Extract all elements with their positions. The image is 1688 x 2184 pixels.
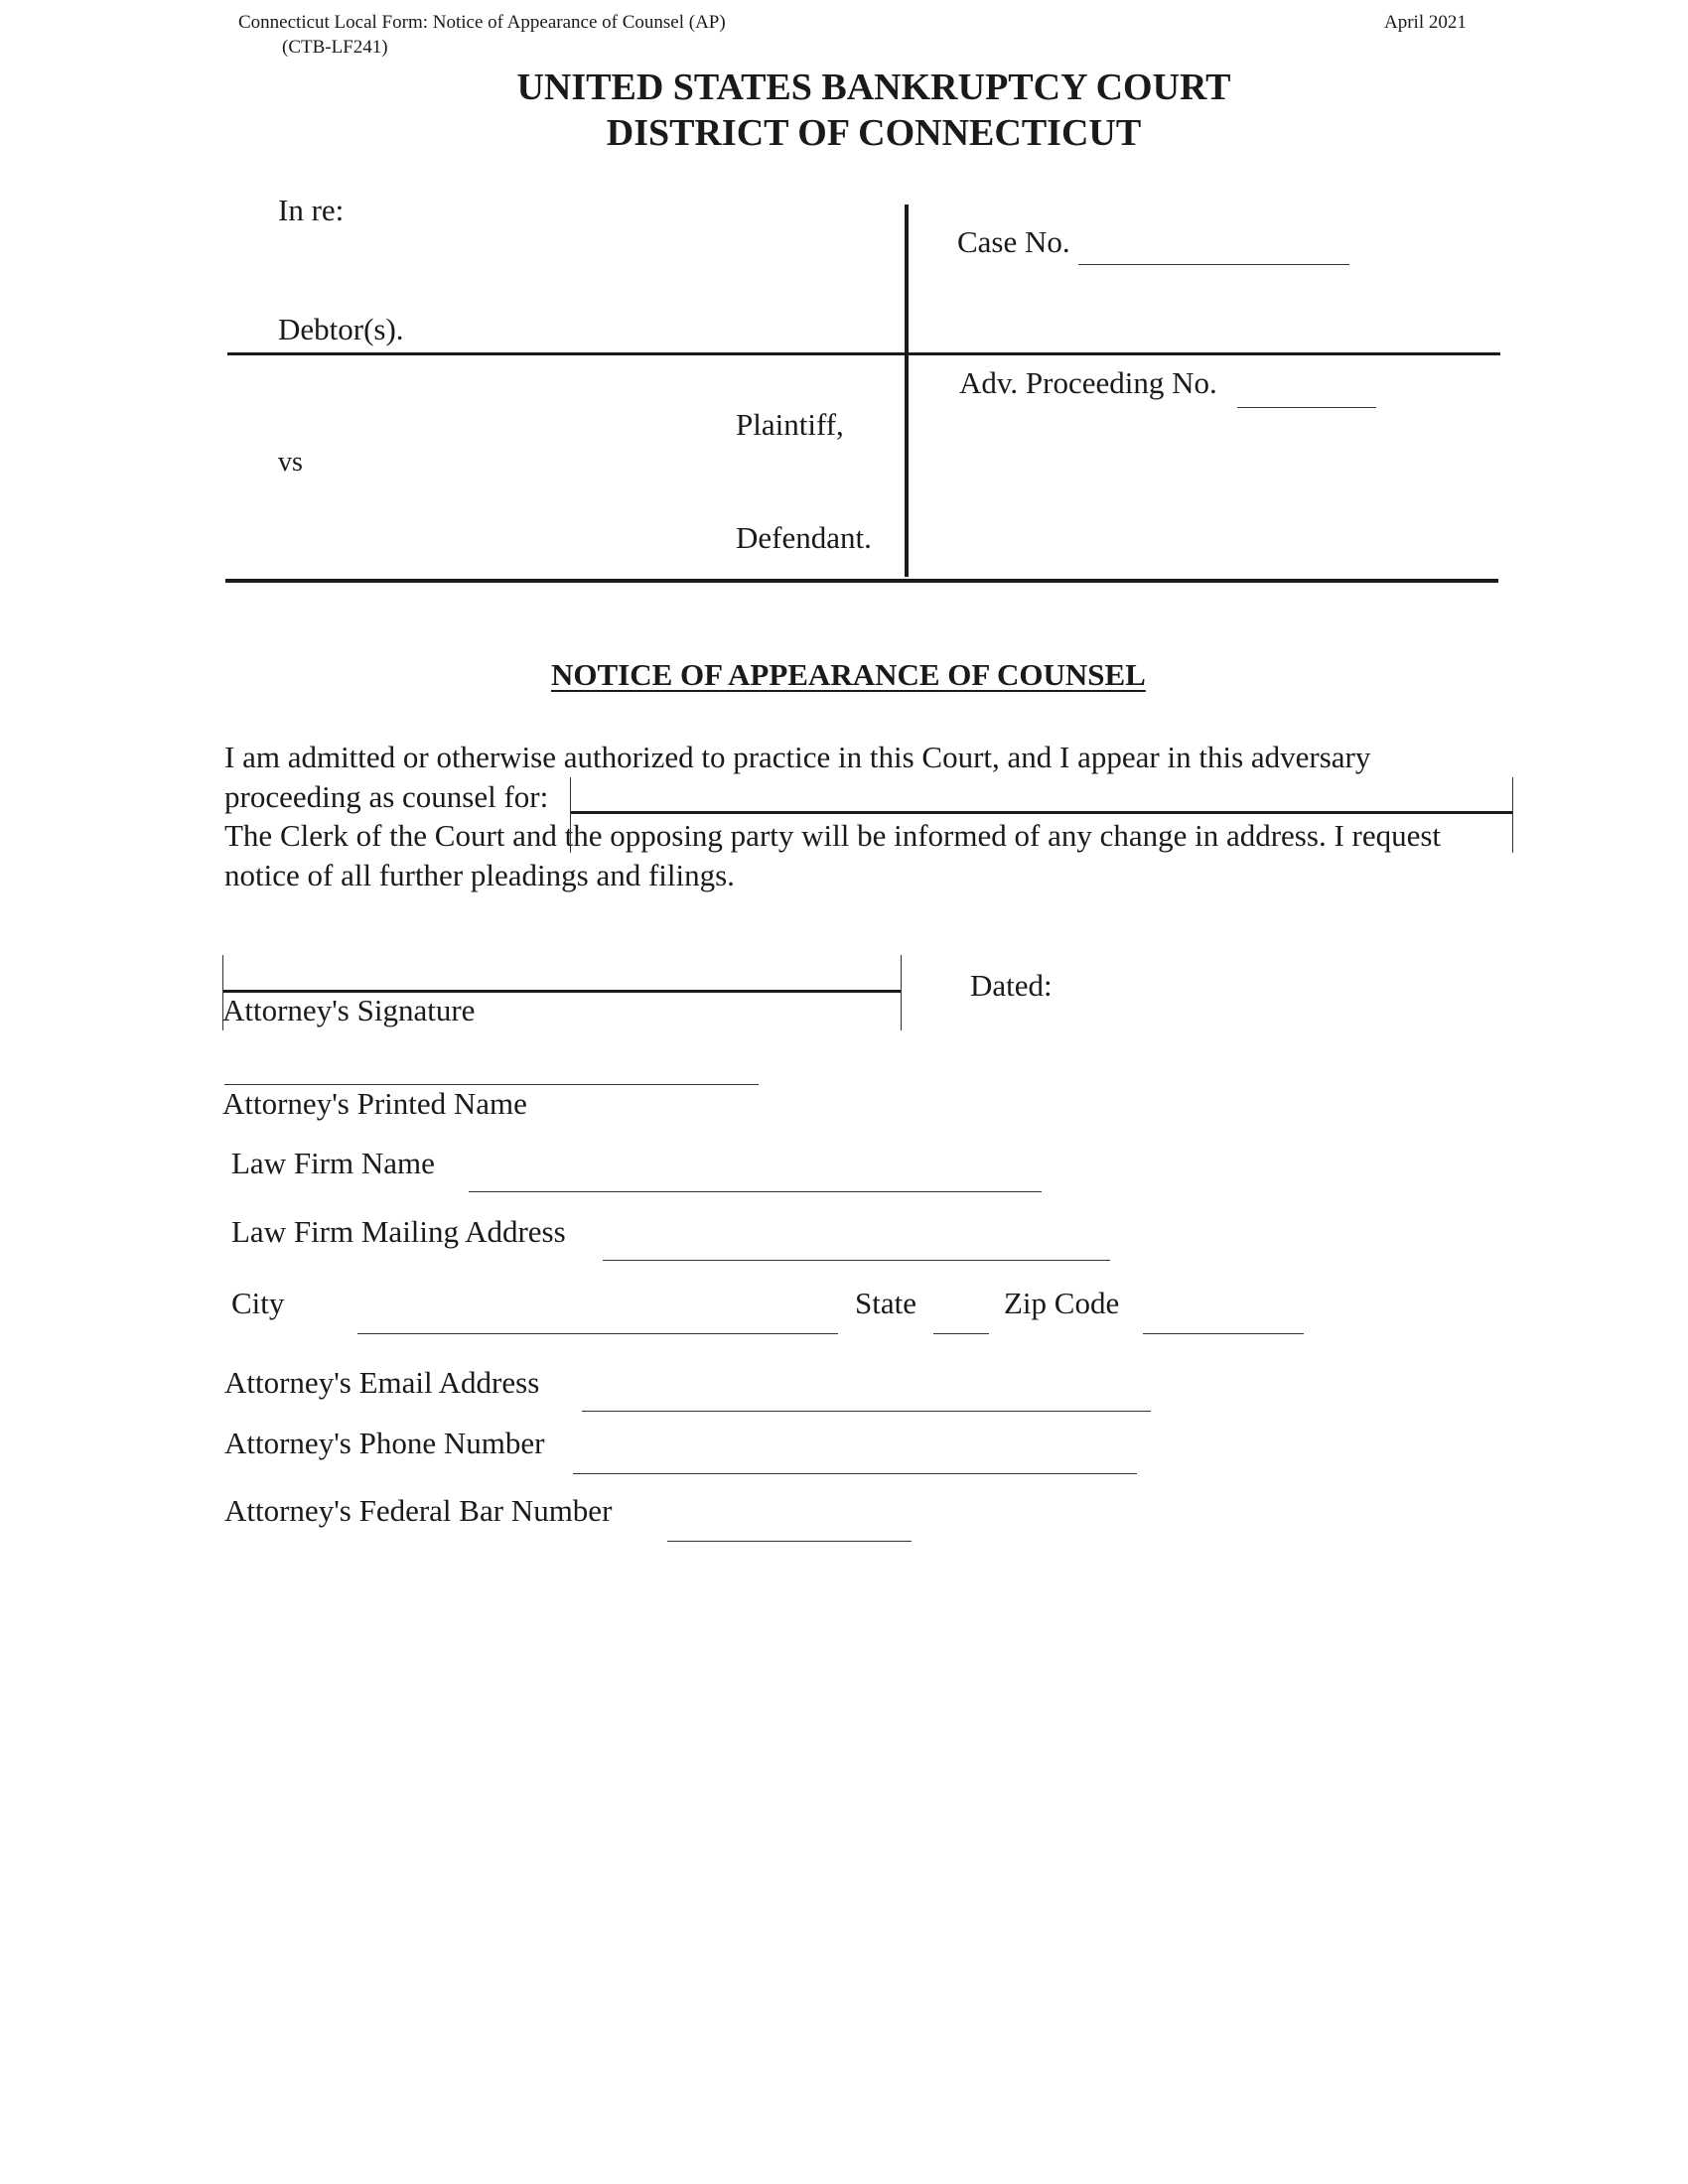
state-field[interactable] <box>933 1333 989 1334</box>
bar-number-field[interactable] <box>667 1541 912 1542</box>
in-re-label: In re: <box>278 193 345 227</box>
case-no-label: Case No. <box>957 224 1070 259</box>
caption-bottom-rule <box>225 579 1498 583</box>
notice-line-1: I am admitted or otherwise authorized to practice in this Court, and I appear in this adversary <box>224 740 1371 774</box>
bar-number-label: Attorney's Federal Bar Number <box>224 1493 613 1528</box>
signature-label: Attorney's Signature <box>222 993 476 1027</box>
zip-field[interactable] <box>1143 1333 1304 1334</box>
mailing-address-label: Law Firm Mailing Address <box>231 1214 566 1249</box>
case-no-field[interactable] <box>1078 264 1349 265</box>
printed-name-field[interactable] <box>224 1084 759 1085</box>
plaintiff-label: Plaintiff, <box>736 407 844 442</box>
phone-label: Attorney's Phone Number <box>224 1426 545 1460</box>
email-label: Attorney's Email Address <box>224 1365 540 1400</box>
zip-label: Zip Code <box>1004 1286 1120 1320</box>
notice-line-3: The Clerk of the Court and the opposing party will be informed of any change in address. I request <box>224 818 1442 853</box>
defendant-label: Defendant. <box>736 520 872 555</box>
form-date: April 2021 <box>1384 12 1467 33</box>
law-firm-label: Law Firm Name <box>231 1146 435 1180</box>
notice-heading: NOTICE OF APPEARANCE OF COUNSEL <box>551 657 1146 692</box>
court-district: DISTRICT OF CONNECTICUT <box>606 112 1142 154</box>
notice-line-4: notice of all further pleadings and filings. <box>224 858 735 892</box>
city-field[interactable] <box>357 1333 838 1334</box>
form-title: Connecticut Local Form: Notice of Appearance of Counsel (AP) <box>238 12 726 33</box>
notice-line-2: proceeding as counsel for: <box>224 779 549 814</box>
dated-label: Dated: <box>970 968 1053 1003</box>
vs-label: vs <box>278 447 303 478</box>
adv-proceeding-label: Adv. Proceeding No. <box>959 365 1217 400</box>
law-firm-field[interactable] <box>469 1191 1042 1192</box>
email-field[interactable] <box>582 1411 1151 1412</box>
form-code: (CTB-LF241) <box>282 37 388 58</box>
printed-name-label: Attorney's Printed Name <box>222 1086 527 1121</box>
phone-field[interactable] <box>573 1473 1137 1474</box>
mailing-address-field[interactable] <box>603 1260 1110 1261</box>
state-label: State <box>855 1286 916 1320</box>
adv-proceeding-field[interactable] <box>1237 407 1376 408</box>
city-label: City <box>231 1286 285 1320</box>
caption-vertical-rule <box>905 205 909 577</box>
counsel-for-field[interactable] <box>570 777 1513 853</box>
debtors-label: Debtor(s). <box>278 312 404 346</box>
court-name: UNITED STATES BANKRUPTCY COURT <box>516 67 1231 108</box>
caption-middle-rule <box>227 352 1500 355</box>
